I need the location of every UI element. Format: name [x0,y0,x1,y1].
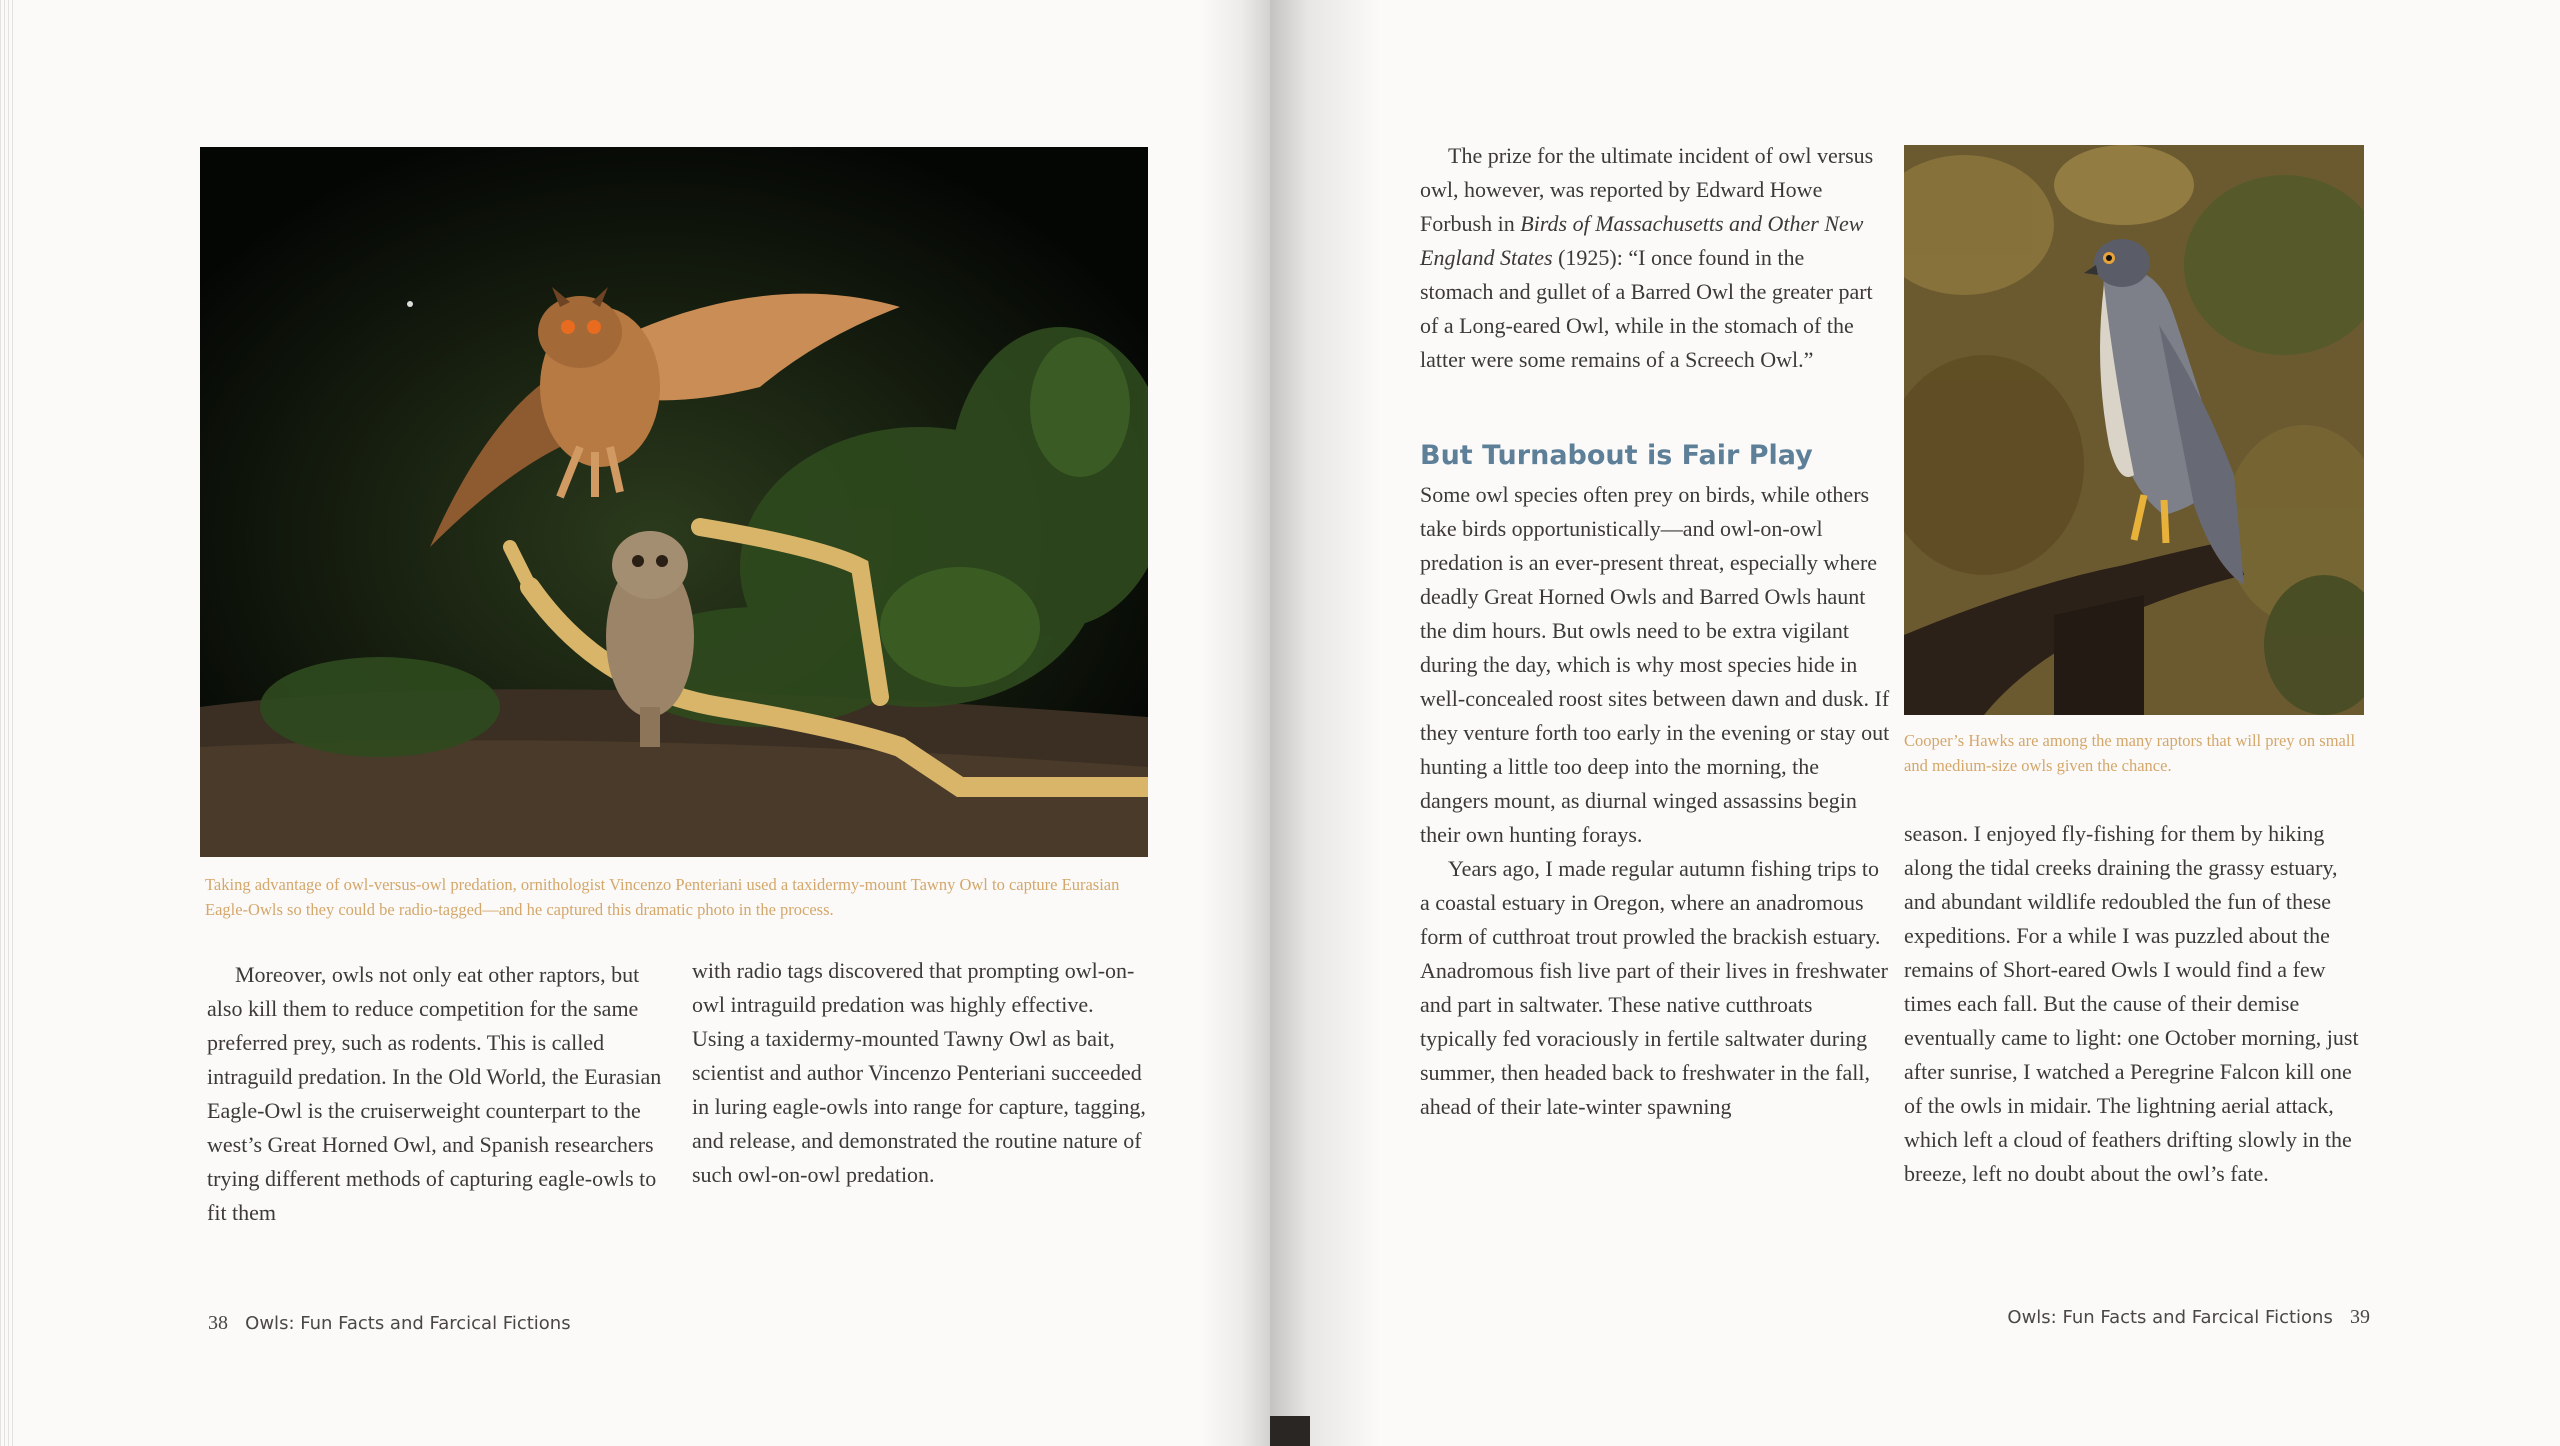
folio-left [208,1312,571,1335]
right-page [1270,0,2560,1446]
section-heading: But Turnabout is Fair Play [1420,440,1813,471]
page-corner-shadow [1270,1416,1310,1446]
paragraph: Moreover, owls not only eat other raptors, but also kill them to reduce competition for the same preferred prey, such as rodents. This is called intraguild predation. In the Old World, the Eurasian Eagle-Owl is the cruiserweight counterpart to the west’s Great Horned Owl, and Spanish researchers trying different methods of capturing eagle-owls to fit them [207,962,662,1225]
page-number: 39 [2350,1306,2370,1328]
paragraph: with radio tags discovered that prompting owl-on-owl intraguild predation was highly effective. Using a taxidermy-mounted Tawny Owl as bait, scientist and author Vincenzo Penteriani succeeded in luring eagle-owls into range for capture, tagging, and release, and demonstrated the routine nature of such owl-on-owl predation. [692,958,1146,1187]
paragraph: Some owl species often prey on birds, while others take birds opportunistically—and owl-on-owl predation is an ever-present threat, especially where deadly Great Horned Owls and Barred Owls haunt the dim hours. But owls need to be extra vigilant during the day, which is why most species hide in well-concealed roost sites between dawn and dusk. If they venture forth too early in the evening or stay out hunting a little too deep into the morning, the dangers mount, as diurnal winged assassins begin their own hunting forays. [1420,482,1890,847]
intro-text: The prize for the ultimate incident of owl versus owl, however, was reported by Edward Howe Forbush in [1420,143,1874,236]
gutter-shadow [1270,0,1380,1446]
photo-caption: Cooper’s Hawks are among the many raptors that will prey on small and medium-size owls given the chance. [1904,731,2356,775]
page-edge [0,0,16,1446]
body-column-1-continued [1420,478,1890,1124]
eagle-owl-tawny-owl-photo [200,147,1148,857]
intro-quote: (1925): “I once found in the stomach and gullet of a Barred Owl the greater part of a Long-eared Owl, while in the stomach of the latter were some remains of a Screech Owl.” [1420,245,1873,372]
page-number: 38 [208,1312,228,1334]
body-column-1 [207,958,667,1230]
running-title: Owls: Fun Facts and Farcical Fictions [2007,1307,2333,1328]
coopers-hawk-photo [1904,145,2364,715]
left-page [0,0,1270,1446]
body-column-1 [1420,139,1880,377]
folio-right [1980,1306,2370,1329]
paragraph: season. I enjoyed fly-fishing for them by hiking along the tidal creeks draining the grassy estuary, and abundant wildlife redoubled the fun of these expeditions. For a while I was puzzled about the remains of Short-eared Owls I would find a few times each fall. But the cause of their demise eventually came to light: one October morning, just after sunrise, I watched a Peregrine Falcon kill one of the owls in midair. The lightning aerial attack, which left a cloud of feathers drifting slowly in the breeze, left no doubt about the owl’s fate. [1904,821,2359,1186]
running-title: Owls: Fun Facts and Farcical Fictions [245,1313,571,1334]
gutter-shadow [1200,0,1270,1446]
body-column-2 [1904,817,2366,1191]
body-column-2 [692,954,1147,1192]
book-title: Birds of Massachusetts and Other New England States [1420,211,1864,270]
photo-caption: Taking advantage of owl-versus-owl predation, ornithologist Vincenzo Penteriani used a taxidermy-mount Tawny Owl to capture Eurasian Eagle-Owls so they could be radio-tagged—and he captured this dramatic photo in the process. [205,875,1120,919]
paragraph: Years ago, I made regular autumn fishing trips to a coastal estuary in Oregon, where an anadromous form of cutthroat trout prowled the brackish estuary. Anadromous fish live part of their lives in freshwater and part in saltwater. These native cutthroats typically fed voraciously in fertile saltwater during summer, then headed back to freshwater in the fall, ahead of their late-winter spawning [1420,856,1888,1119]
paragraph [1420,139,1880,377]
